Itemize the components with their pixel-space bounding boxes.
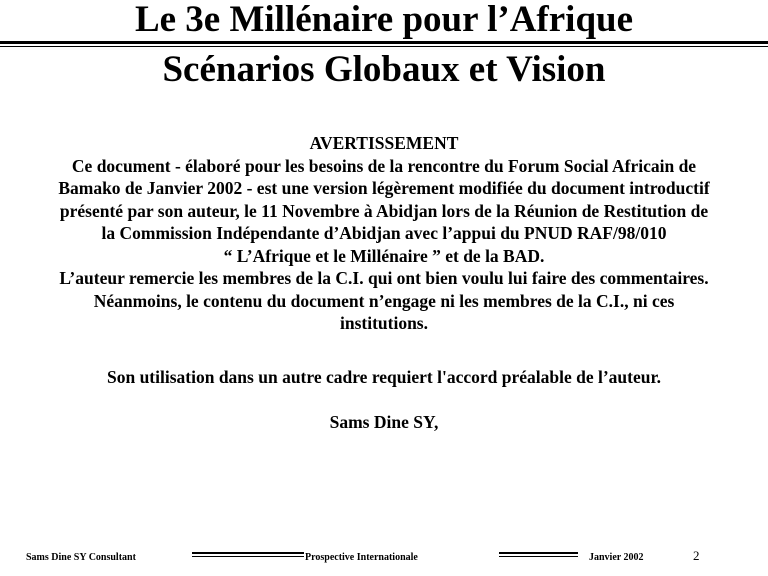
warning-line: présenté par son auteur, le 11 Novembre à Abidjan lors de la Réunion de Restitution de — [59, 200, 709, 221]
warning-heading: AVERTISSEMENT — [309, 133, 459, 153]
warning-line: “ L’Afrique et le Millénaire ” et de la BAD. — [223, 245, 545, 266]
title-line-2: Scénarios Globaux et Vision — [162, 49, 606, 90]
warning-line: la Commission Indépendante d’Abidjan avec l’appui du PNUD RAF/98/010 — [101, 223, 667, 243]
title-rule-thin — [0, 46, 768, 47]
author-signature: Sams Dine SY, — [329, 412, 439, 432]
footer-author: Sams Dine SY Consultant — [26, 552, 136, 563]
warning-line: Bamako de Janvier 2002 - est une version légèrement modifiée du document introductif — [58, 178, 710, 198]
usage-note — [20, 366, 748, 389]
title-rule-thick — [0, 41, 768, 44]
warning-line: Néanmoins, le contenu du document n’engage ni les membres de la C.I., ni ces — [93, 290, 675, 311]
footer-divider — [499, 552, 578, 554]
title-line-1: Le 3e Millénaire pour l’Afrique — [134, 0, 634, 40]
warning-line: institutions. — [339, 313, 428, 333]
footer-divider — [192, 556, 304, 557]
footer-divider — [192, 552, 304, 554]
footer-divider — [499, 556, 578, 557]
footer-center-label: Prospective Internationale — [305, 552, 418, 563]
footer-date: Janvier 2002 — [589, 552, 644, 563]
warning-line: L’auteur remercie les membres de la C.I. qui ont bien voulu lui faire des commentaires. — [59, 268, 709, 288]
warning-line: Ce document - élaboré pour les besoins de la rencontre du Forum Social Africain de — [71, 155, 697, 176]
warning-block — [20, 132, 748, 335]
usage-text: Son utilisation dans un autre cadre requiert l'accord préalable de l’auteur. — [106, 367, 662, 387]
signature-block — [20, 411, 748, 434]
page-number: 2 — [693, 548, 700, 563]
